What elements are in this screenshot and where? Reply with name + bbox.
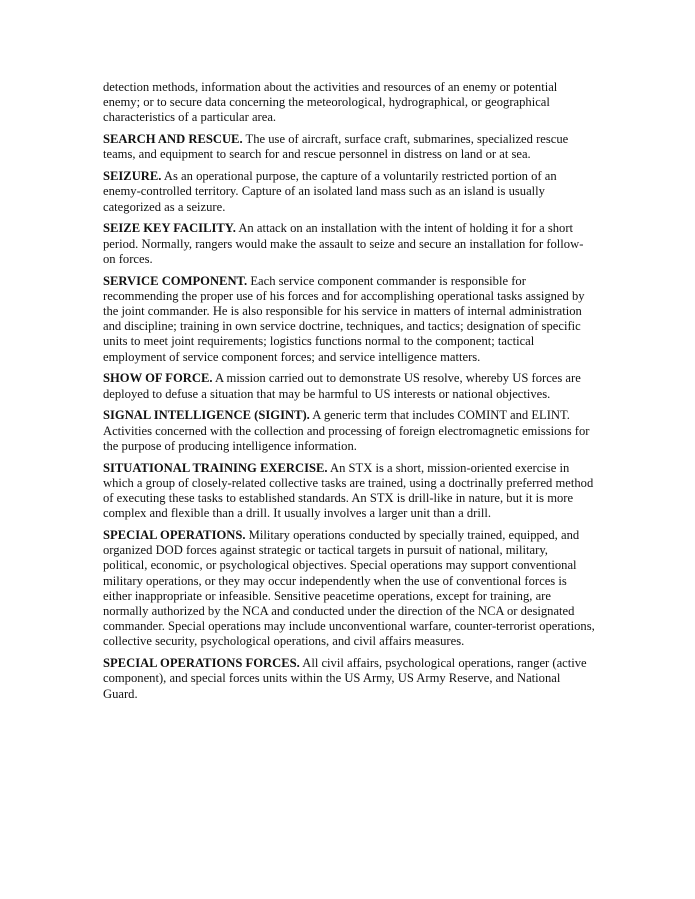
entry-definition: Military operations conducted by specially trained, equipped, and organized DOD forces against strategic or tactical targets in pursuit of national, military, political, economic, or psychological objectives. Special operations may support conventional military operations, or they may occur independently when the use of conventional forces is either inappropriate or infeasible. Sensitive peacetime operations, except for training, are normally authorized by the NCA and conducted under the direction of the NCA or designated commander. Special operations may include unconventional warfare, counter-terrorist operations, collective security, psychological operations, and civil affairs measures. (103, 528, 595, 649)
entry-term: SEARCH AND RESCUE. (103, 132, 243, 147)
entry-term: SHOW OF FORCE. (103, 371, 213, 386)
glossary-entry-show-of-force (103, 371, 595, 401)
glossary-page (103, 80, 595, 708)
entry-term: SERVICE COMPONENT. (103, 273, 248, 288)
entry-definition: A generic term that includes COMINT and ELINT. Activities concerned with the collection and processing of foreign electromagnetic emissions for the purpose of producing intelligence information. (103, 408, 590, 453)
entry-term: SPECIAL OPERATIONS FORCES. (103, 656, 300, 671)
entry-term: SEIZE KEY FACILITY. (103, 221, 236, 236)
glossary-entry-special-operations (103, 528, 595, 650)
entry-definition: As an operational purpose, the capture of a voluntarily restricted portion of an enemy-controlled territory. Capture of an isolated land mass such as an island is usually categorized as a seizure. (103, 169, 557, 214)
glossary-entry-continued (103, 80, 595, 126)
entry-definition: detection methods, information about the activities and resources of an enemy or potential enemy; or to secure data concerning the meteorological, hydrographical, or geographical characteristics of a particular area. (103, 80, 558, 125)
entry-definition: Each service component commander is responsible for recommending the proper use of his forces and for accomplishing operational tasks assigned by the joint commander. He is also responsible for his service in matters of internal administration and discipline; training in own service doctrine, techniques, and tactics; designation of specific units to meet joint requirements; logistics functions normal to the component; tactical employment of service component forces; and service intelligence matters. (103, 273, 585, 364)
entry-definition: The use of aircraft, surface craft, submarines, specialized rescue teams, and equipment to search for and rescue personnel in distress on land or at sea. (103, 132, 569, 162)
entry-definition: An attack on an installation with the intent of holding it for a short period. Normally, rangers would make the assault to seize and secure an installation for follow-on forces. (103, 221, 584, 266)
glossary-entry-search-and-rescue (103, 132, 595, 162)
entry-definition: All civil affairs, psychological operations, ranger (active component), and special forces units within the US Army, US Army Reserve, and National Guard. (103, 656, 587, 701)
glossary-entry-service-component (103, 274, 595, 365)
glossary-entry-seizure (103, 169, 595, 215)
glossary-entry-seize-key-facility (103, 221, 595, 267)
glossary-entry-situational-training-exercise (103, 461, 595, 522)
entry-term: SITUATIONAL TRAINING EXERCISE. (103, 460, 328, 475)
entry-definition: An STX is a short, mission-oriented exercise in which a group of closely-related collective tasks are trained, using a doctrinally preferred method of executing these tasks to established standards. An STX is drill-like in nature, but it is more complex and flexible than a drill. It usually involves a larger unit than a drill. (103, 460, 594, 521)
glossary-entry-signal-intelligence (103, 408, 595, 454)
entry-term: SIGNAL INTELLIGENCE (SIGINT). (103, 408, 310, 423)
glossary-entry-special-operations-forces (103, 656, 595, 702)
entry-term: SEIZURE. (103, 169, 162, 184)
entry-definition: A mission carried out to demonstrate US resolve, whereby US forces are deployed to defuse a situation that may be harmful to US interests or national objectives. (103, 371, 581, 401)
entry-term: SPECIAL OPERATIONS. (103, 528, 246, 543)
